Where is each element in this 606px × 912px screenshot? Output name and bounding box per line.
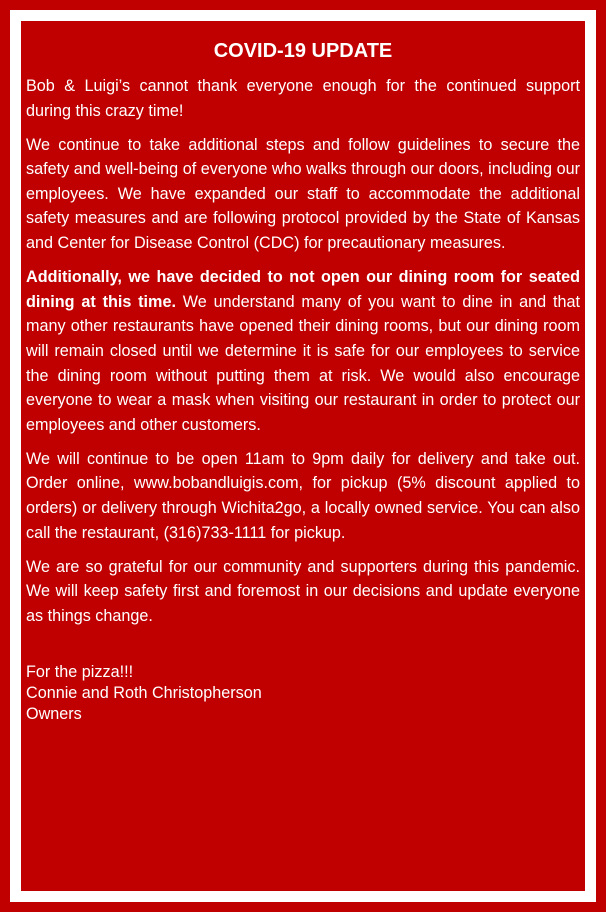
signoff-names: Connie and Roth Christopherson <box>26 684 262 703</box>
paragraph-thanks: Bob & Luigi’s cannot thank everyone enough for the continued support during this crazy time! <box>26 77 580 120</box>
dining-room-notice-text: We understand many of you want to dine in and that many other restaurants have opened their dining rooms, but our dining room will remain closed until we determine it is safe for our employees to service the dining room without putting them at risk. We would also encourage everyone to wear a mask when visiting our restaurant in order to protect our employees and other customers. <box>26 292 580 434</box>
notice-content <box>26 32 580 725</box>
paragraph-gratitude: We are so grateful for our community and supporters during this pandemic. We will keep safety first and foremost in our decisions and update everyone as things change. <box>26 557 580 625</box>
paragraph-dining-room <box>26 265 580 437</box>
notice-title: COVID-19 UPDATE <box>213 40 393 62</box>
signoff-role: Owners <box>26 705 82 724</box>
dining-room-notice-bold: Additionally, we have decided to not open our dining room for seated dining at this time. <box>26 268 580 311</box>
paragraph-safety-steps: We continue to take additional steps and follow guidelines to secure the safety and well-being of everyone who walks through our doors, including our employees. We have expanded our staff to accommodate the additional safety measures and are following protocol provided by the State of Kansas and Center for Disease Control (CDC) for precautionary measures. <box>26 135 580 253</box>
paragraph-hours-ordering: We will continue to be open 11am to 9pm daily for delivery and take out. Order online, www.bobandluigis.com, for pickup (5% discount applied to orders) or delivery through Wichita2go, a locally owned service. You can also call the restaurant, (316)733-1111 for pickup. <box>26 449 580 542</box>
signoff <box>26 662 580 725</box>
signoff-line-1: For the pizza!!! <box>26 663 134 682</box>
